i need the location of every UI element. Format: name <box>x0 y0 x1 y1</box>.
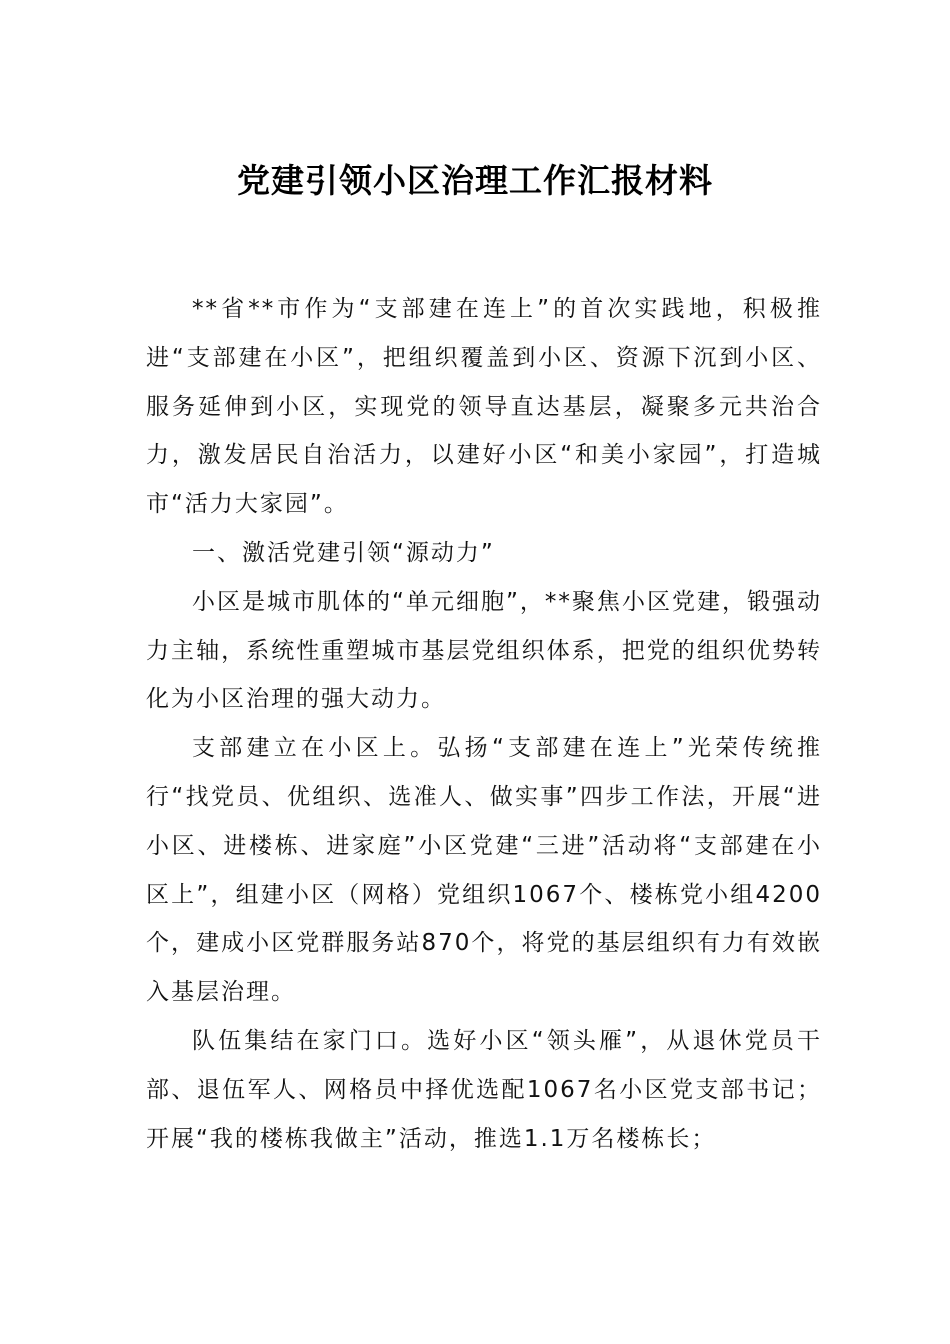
document-title: 党建引领小区治理工作汇报材料 <box>237 161 713 200</box>
paragraph-section-1-intro: 小区是城市肌体的“单元细胞”，**聚焦小区党建，锻强动力主轴，系统性重塑城市基层党组织体系，把党的组织优势转化为小区治理的强大动力。 <box>146 588 822 713</box>
document-body <box>146 285 822 1163</box>
section-heading-1: 一、激活党建引领“源动力” <box>192 539 495 566</box>
paragraph-intro: **省**市作为“支部建在连上”的首次实践地，积极推进“支部建在小区”，把组织覆盖到小区、资源下沉到小区、服务延伸到小区，实现党的领导直达基层，凝聚多元共治合力，激发居民自治活力，以建好小区“和美小家园”，打造城市“活力大家园”。 <box>146 296 822 518</box>
paragraph-branch-building: 支部建立在小区上。弘扬“支部建在连上”光荣传统推行“找党员、优组织、选准人、做实事”四步工作法，开展“进小区、进楼栋、进家庭”小区党建“三进”活动将“支部建在小区上”，组建小区（网格）党组织1067个、楼栋党小组4200个，建成小区党群服务站870个，将党的基层组织有力有效嵌入基层治理。 <box>146 735 822 1006</box>
paragraph-team-assembly: 队伍集结在家门口。选好小区“领头雁”，从退休党员干部、退伍军人、网格员中择优选配1067名小区党支部书记；开展“我的楼栋我做主”活动，推选1.1万名楼栋长； <box>146 1027 822 1152</box>
